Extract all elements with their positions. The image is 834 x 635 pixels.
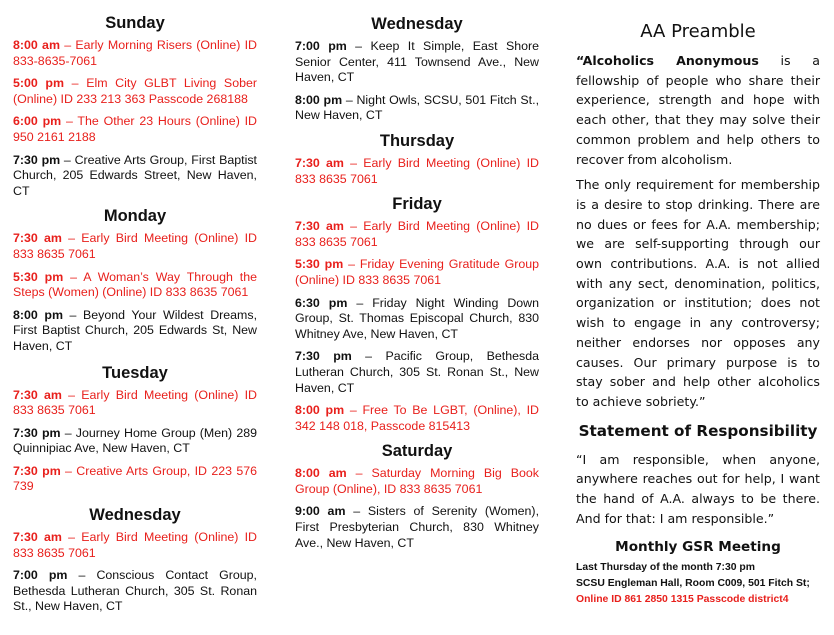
meeting-time: 7:30 pm [13, 152, 61, 167]
meeting-time: 9:00 am [295, 504, 346, 519]
meeting-details: – The Other 23 Hours (Online) ID 950 2161 2188 [13, 114, 258, 144]
meeting-time: 7:30 pm [295, 349, 352, 364]
day-heading-sunday: Sunday [105, 14, 165, 32]
preamble-paragraph-1 [576, 51, 820, 169]
meeting-time: 7:30 am [295, 219, 344, 234]
meeting-monday-800pm [13, 308, 257, 355]
meeting-time: 7:00 pm [295, 39, 347, 53]
meeting-time: 8:00 am [295, 466, 347, 481]
meeting-wednesday-700pm-keep-it-simple [295, 39, 539, 86]
gsr-meeting-when: Last Thursday of the month 7:30 pm [576, 562, 755, 574]
meeting-tuesday-730pm-creative [13, 464, 257, 495]
schedule-column-1 [13, 0, 257, 622]
meeting-sunday-800am [13, 38, 257, 69]
day-heading-wednesday: Wednesday [89, 506, 181, 525]
meeting-time: 7:30 am [13, 387, 62, 402]
info-column [576, 0, 820, 608]
meeting-time: 7:30 am [13, 231, 62, 246]
meeting-time: 5:30 pm [295, 257, 344, 272]
meeting-time: 5:30 pm [13, 269, 64, 284]
meeting-details: – Friday Night Winding Down Group, St. Thomas Episcopal Church, 830 Whitney Ave, New Haven, CT [295, 295, 539, 341]
meeting-friday-800pm [295, 403, 539, 434]
preamble-text: is a fellowship of people who share their experience, strength and hope with each other, that they may solve their common problem and help others to recover from alcoholism. [576, 53, 820, 167]
day-heading-wednesday-cont: Wednesday [371, 15, 463, 33]
preamble-title: AA Preamble [640, 21, 756, 42]
meeting-tuesday-730am [13, 388, 257, 419]
meeting-details: – Beyond Your Wildest Dreams, First Baptist Church, 205 Edwards St, New Haven, CT [13, 307, 258, 353]
meeting-wednesday-730am [13, 530, 257, 561]
responsibility-statement: “I am responsible, when anyone, anywhere reaches out for help, I want the hand of A.A. always to be there. And for that: I am responsible.” [576, 451, 820, 526]
meeting-sunday-600pm [13, 114, 257, 145]
meeting-time: 8:00 pm [295, 92, 343, 107]
meeting-details: – Keep It Simple, East Shore Senior Center, 411 Townsend Ave., New Haven, CT [295, 39, 540, 85]
gsr-meeting-title: Monthly GSR Meeting [615, 539, 781, 556]
meeting-friday-730pm [295, 349, 539, 396]
meeting-time: 8:00 pm [295, 403, 345, 418]
meeting-details: – Creative Arts Group, ID 223 576 739 [13, 463, 258, 494]
meeting-details: – Elm City GLBT Living Sober (Online) ID 233 213 363 Passcode 268188 [13, 76, 257, 106]
responsibility-title: Statement of Responsibility [578, 421, 818, 440]
day-heading-thursday: Thursday [379, 131, 455, 150]
day-heading-monday: Monday [103, 207, 167, 226]
meeting-monday-530pm [13, 270, 257, 301]
meeting-time: 5:00 pm [13, 76, 65, 91]
meeting-time: 7:30 pm [13, 425, 61, 440]
day-heading-saturday: Saturday [381, 442, 453, 461]
meeting-saturday-800am [295, 466, 539, 497]
day-heading-tuesday: Tuesday [102, 363, 168, 382]
meeting-thursday-730am [295, 156, 539, 187]
meeting-details: – Friday Evening Gratitude Group (Online) ID 833 8635 7061 [295, 257, 540, 287]
meeting-time: 8:00 pm [13, 307, 63, 322]
meeting-time: 8:00 am [13, 38, 60, 52]
meeting-friday-630pm [295, 296, 539, 343]
day-heading-friday: Friday [392, 195, 442, 214]
gsr-meeting-where: SCSU Engleman Hall, Room C009, 501 Fitch St; [576, 578, 810, 590]
meeting-sunday-730pm [13, 153, 257, 200]
meeting-details: – Saturday Morning Big Book Group (Online), ID 833 8635 7061 [295, 466, 539, 496]
meeting-details: – Early Bird Meeting (Online) ID 833 8635 7061 [13, 530, 257, 560]
schedule-column-2 [295, 0, 539, 558]
meeting-details: – Early Bird Meeting (Online) ID 833 8635 7061 [13, 387, 257, 418]
meeting-details: – Night Owls, SCSU, 501 Fitch St., New Haven, CT [295, 92, 540, 123]
meeting-wednesday-800pm [295, 93, 539, 124]
meeting-details: – Pacific Group, Bethesda Lutheran Church, 305 St. Ronan St., New Haven, CT [295, 349, 539, 395]
meeting-time: 7:30 am [13, 530, 62, 545]
meeting-sunday-500pm [13, 76, 257, 107]
meeting-friday-730am [295, 219, 539, 250]
gsr-meeting-online: Online ID 861 2850 1315 Passcode district4 [576, 594, 789, 606]
preamble-bold-lead: “Alcoholics Anonymous [576, 53, 759, 68]
meeting-tuesday-730pm-journey [13, 426, 257, 457]
meeting-details: – Sisters of Serenity (Women), First Presbyterian Church, 830 Whitney Ave., New Haven, CT [295, 504, 540, 550]
meeting-wednesday-700pm-conscious [13, 568, 257, 615]
meeting-details: – Creative Arts Group, First Baptist Church, 205 Edwards Street, New Haven, CT [13, 152, 257, 198]
meeting-details: – Early Bird Meeting (Online) ID 833 8635 7061 [295, 155, 539, 186]
meeting-time: 6:30 pm [295, 295, 348, 310]
meeting-details: – Free To Be LGBT, (Online), ID 342 148 018, Passcode 815413 [295, 403, 539, 433]
meeting-details: – Journey Home Group (Men) 289 Quinnipiac Ave, New Haven, CT [13, 425, 257, 456]
meeting-friday-530pm [295, 257, 539, 288]
meeting-details: – Conscious Contact Group, Bethesda Lutheran Church, 305 St. Ronan St., New Haven, CT [13, 568, 257, 614]
meeting-time: 7:30 am [295, 155, 344, 170]
meeting-saturday-900am [295, 504, 539, 551]
meeting-monday-730am [13, 231, 257, 262]
meeting-details: – Early Bird Meeting (Online) ID 833 8635 7061 [295, 219, 539, 249]
meeting-time: 6:00 pm [13, 114, 62, 129]
meeting-details: – Early Bird Meeting (Online) ID 833 8635 7061 [13, 231, 257, 261]
preamble-paragraph-2: The only requirement for membership is a desire to stop drinking. There are no dues or fees for A.A. membership; we are self-supporting through our own contributions. A.A. is not allied with any sect, denomination, politics, organization or institution; does not wish to engage in any controversy; neither endorses nor opposes any causes. Our primary purpose is to stay sober and help other alcoholics to achieve sobriety.” [576, 177, 820, 409]
meeting-time: 7:00 pm [13, 568, 68, 583]
meeting-time: 7:30 pm [13, 463, 61, 478]
meeting-details: – Early Morning Risers (Online) ID 833-8635-7061 [13, 38, 258, 68]
meeting-details: – A Woman’s Way Through the Steps (Women) (Online) ID 833 8635 7061 [13, 269, 257, 300]
